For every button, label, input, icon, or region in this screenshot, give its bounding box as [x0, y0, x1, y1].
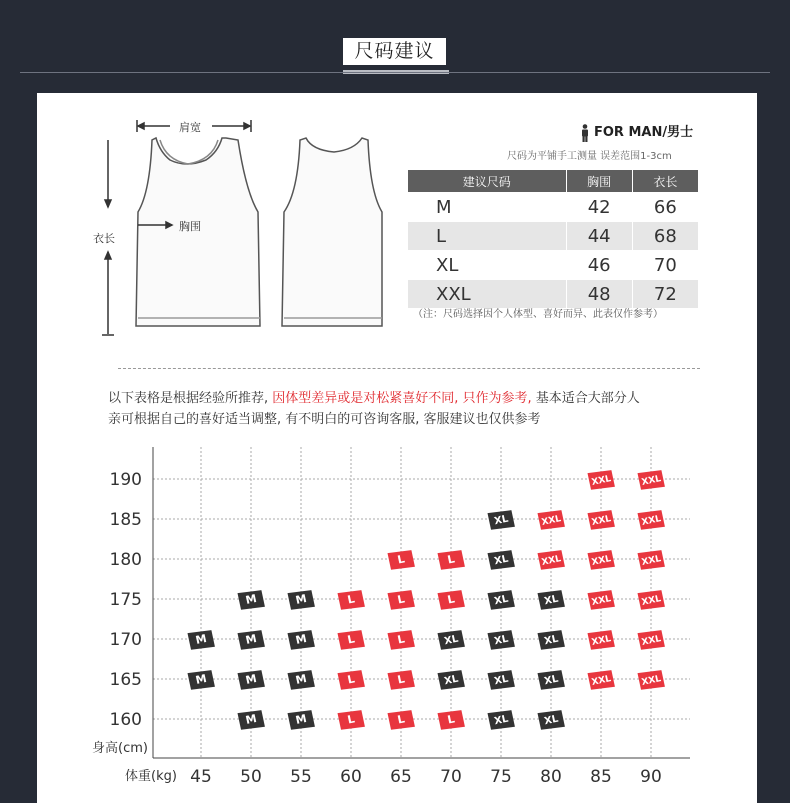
chart-flags	[187, 468, 664, 732]
x-tick-label: 85	[590, 767, 612, 787]
y-tick-label: 175	[109, 590, 142, 610]
size-flag	[237, 708, 264, 732]
shoulder-label: 肩宽	[179, 121, 201, 134]
size-flag	[587, 588, 614, 612]
size-flag	[187, 668, 214, 692]
y-tick-label: 160	[109, 710, 142, 730]
size-flag-label: M	[244, 591, 258, 607]
size-flag-label: L	[346, 712, 356, 727]
size-flag-label: XL	[543, 633, 560, 648]
table-row	[408, 193, 699, 222]
y-tick-label: 180	[109, 550, 142, 570]
size-flag-label: XL	[493, 513, 510, 528]
size-flag	[387, 668, 414, 692]
dashed-divider	[118, 368, 700, 369]
size-flag-label: XL	[493, 713, 510, 728]
size-flag	[487, 628, 514, 652]
man-icon	[580, 124, 590, 142]
size-flag-label: M	[244, 671, 258, 687]
description-text: 以下表格是根据经验所推荐,	[108, 391, 273, 406]
size-flag-label: M	[294, 711, 308, 727]
size-flag	[387, 588, 414, 612]
size-flag-label: M	[194, 631, 208, 647]
size-flag-label: M	[294, 631, 308, 647]
y-tick-label: 165	[109, 670, 142, 690]
size-flag-label: XXL	[590, 554, 613, 568]
size-flag-label: XL	[443, 633, 460, 648]
size-flag	[287, 708, 314, 732]
size-flag-label: XXL	[590, 594, 613, 608]
size-flag	[637, 468, 664, 492]
size-flag-label: XXL	[640, 514, 663, 528]
size-flag	[437, 708, 464, 732]
size-flag	[587, 628, 614, 652]
size-flag	[487, 668, 514, 692]
size-recommendation-chart	[80, 445, 700, 795]
size-table	[407, 169, 699, 309]
size-flag	[287, 668, 314, 692]
size-flag-label: XXL	[590, 474, 613, 488]
x-tick-label: 55	[290, 767, 312, 787]
table-header-chest: 胸围	[566, 170, 632, 193]
size-flag	[337, 668, 364, 692]
size-flag-label: XL	[493, 673, 510, 688]
size-flag-label: L	[396, 632, 406, 647]
size-flag-label: XL	[543, 713, 560, 728]
x-tick-label: 65	[390, 767, 412, 787]
size-flag-label: XL	[493, 633, 510, 648]
size-flag	[287, 588, 314, 612]
size-flag	[587, 668, 614, 692]
x-tick-label: 45	[190, 767, 212, 787]
size-flag	[237, 588, 264, 612]
table-cell-size: XL	[408, 251, 567, 280]
table-cell-chest: 42	[566, 193, 632, 222]
size-flag	[487, 708, 514, 732]
table-cell-chest: 44	[566, 222, 632, 251]
table-cell-size: L	[408, 222, 567, 251]
size-flag-label: XXL	[540, 554, 563, 568]
size-flag	[637, 588, 664, 612]
table-cell-chest: 48	[566, 280, 632, 309]
table-cell-chest: 46	[566, 251, 632, 280]
size-flag	[537, 588, 564, 612]
size-flag-label: M	[294, 671, 308, 687]
table-cell-size: XXL	[408, 280, 567, 309]
page-title: 尺码建议	[343, 38, 446, 65]
size-flag-label: XXL	[540, 514, 563, 528]
size-flag	[237, 628, 264, 652]
size-flag-label: XL	[543, 673, 560, 688]
size-flag-label: L	[346, 592, 356, 607]
table-header-length: 衣长	[632, 170, 698, 193]
size-flag	[637, 628, 664, 652]
size-flag-label: XXL	[590, 634, 613, 648]
size-flag-label: L	[346, 672, 356, 687]
size-flag-label: XL	[543, 593, 560, 608]
y-axis-label: 身高(cm)	[92, 741, 148, 756]
header-divider	[20, 72, 770, 73]
size-flag-label: L	[446, 592, 456, 607]
tank-top-diagram	[88, 112, 393, 344]
size-flag-label: XXL	[640, 674, 663, 688]
size-flag	[587, 468, 614, 492]
x-tick-label: 75	[490, 767, 512, 787]
size-flag	[437, 668, 464, 692]
size-flag-label: XXL	[640, 474, 663, 488]
size-flag-label: L	[396, 552, 406, 567]
table-cell-length: 70	[632, 251, 698, 280]
size-flag	[537, 508, 564, 532]
size-flag	[637, 508, 664, 532]
size-flag-label: L	[446, 552, 456, 567]
size-flag-label: L	[396, 592, 406, 607]
x-tick-label: 60	[340, 767, 362, 787]
table-cell-length: 66	[632, 193, 698, 222]
size-flag	[337, 708, 364, 732]
table-row	[408, 222, 699, 251]
recommendation-line-2: 亲可根据自己的喜好适当调整, 有不明白的可咨询客服, 客服建议也仅供参考	[108, 412, 541, 427]
for-man-heading	[580, 121, 693, 142]
size-flag-label: XXL	[640, 594, 663, 608]
size-flag	[187, 628, 214, 652]
size-flag	[237, 668, 264, 692]
table-row	[408, 251, 699, 280]
size-flag	[537, 548, 564, 572]
size-flag-label: M	[244, 631, 258, 647]
size-flag	[637, 668, 664, 692]
size-flag	[387, 708, 414, 732]
size-flag	[537, 708, 564, 732]
length-label: 衣长	[93, 232, 115, 245]
x-tick-label: 50	[240, 767, 262, 787]
size-flag	[437, 628, 464, 652]
table-cell-length: 72	[632, 280, 698, 309]
tank-back-illustration	[282, 138, 382, 326]
for-man-label: FOR MAN/男士	[594, 125, 694, 140]
size-flag	[387, 548, 414, 572]
size-flag-label: XXL	[590, 514, 613, 528]
y-tick-label: 190	[109, 470, 142, 490]
size-flag-label: L	[396, 712, 406, 727]
recommendation-text	[108, 388, 708, 430]
x-tick-label: 80	[540, 767, 562, 787]
x-tick-label: 70	[440, 767, 462, 787]
table-header-size: 建议尺码	[408, 170, 567, 193]
size-flag-label: XXL	[590, 674, 613, 688]
table-note: （注：尺码选择因个人体型、喜好而异、此表仅作参考）	[413, 309, 663, 320]
size-flag-label: XL	[443, 673, 460, 688]
size-flag	[437, 588, 464, 612]
size-flag	[637, 548, 664, 572]
chart-axes	[110, 447, 690, 787]
size-flag	[537, 628, 564, 652]
size-flag-label: M	[244, 711, 258, 727]
size-flag-label: M	[294, 591, 308, 607]
size-flag	[587, 548, 614, 572]
size-flag	[287, 628, 314, 652]
size-flag	[337, 588, 364, 612]
size-flag	[487, 508, 514, 532]
size-flag	[537, 668, 564, 692]
size-flag-label: XXL	[640, 634, 663, 648]
description-highlight: 因体型差异或是对松紧喜好不同, 只作为参考,	[272, 391, 532, 406]
chest-label: 胸围	[179, 220, 201, 233]
size-flag-label: M	[194, 671, 208, 687]
y-tick-label: 170	[109, 630, 142, 650]
description-text: 基本适合大部分人	[531, 391, 640, 406]
y-tick-label: 185	[109, 510, 142, 530]
size-flag-label: XXL	[640, 554, 663, 568]
size-flag	[487, 588, 514, 612]
size-flag-label: L	[396, 672, 406, 687]
table-cell-size: M	[408, 193, 567, 222]
x-tick-label: 90	[640, 767, 662, 787]
size-flag	[487, 548, 514, 572]
table-cell-length: 68	[632, 222, 698, 251]
size-flag-label: XL	[493, 593, 510, 608]
size-flag-label: XL	[493, 553, 510, 568]
size-flag	[387, 628, 414, 652]
size-flag	[587, 508, 614, 532]
size-flag	[437, 548, 464, 572]
measure-note: 尺码为平铺手工测量 误差范围1-3cm	[507, 151, 672, 162]
size-flag-label: L	[446, 712, 456, 727]
recommendation-line-1	[108, 388, 708, 409]
x-axis-label: 体重(kg)	[125, 769, 177, 784]
size-flag	[337, 628, 364, 652]
size-flag-label: L	[346, 632, 356, 647]
